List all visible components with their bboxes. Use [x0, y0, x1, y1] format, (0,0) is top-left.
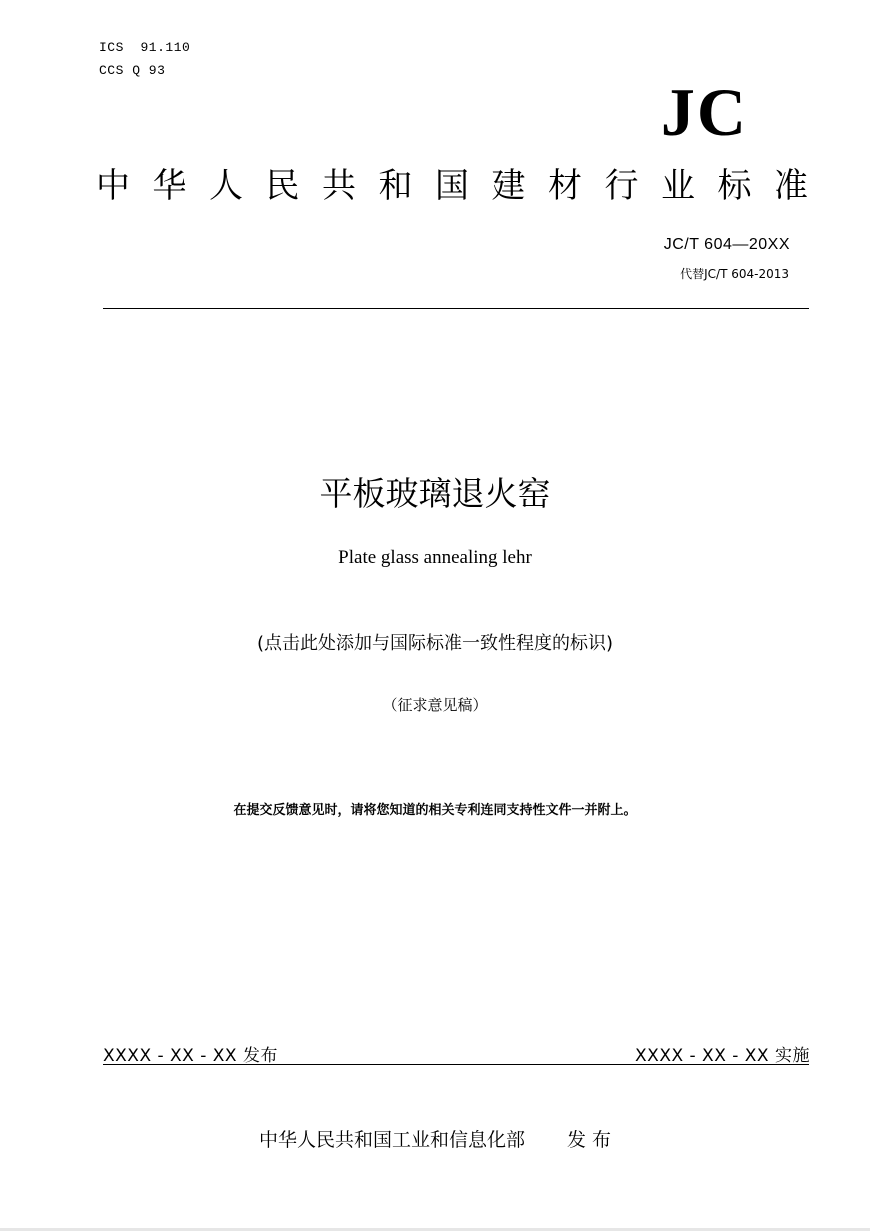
consistency-mark-placeholder[interactable]: (点击此处添加与国际标准一致性程度的标识) — [256, 633, 614, 654]
document-title-cn: 平板玻璃退火窑 — [319, 474, 551, 513]
date-divider — [103, 1064, 809, 1065]
header-divider — [103, 308, 809, 309]
ics-code: ICS 91.110 — [99, 40, 191, 55]
patent-notice: 在提交反馈意见时，请将您知道的相关专利连同支持性文件一并附上。 — [233, 803, 637, 818]
standard-category-title: 中华人民共和国建材行业标准 — [96, 166, 808, 206]
issuer-line — [0, 1125, 870, 1152]
document-title-en: Plate glass annealing lehr — [338, 547, 532, 568]
issuer-action: 发 布 — [566, 1129, 612, 1151]
draft-status: （征求意见稿） — [382, 696, 488, 714]
issuer-name: 中华人民共和国工业和信息化部 — [258, 1129, 525, 1151]
replaces-standard: 代替JC/T 604-2013 — [680, 267, 789, 281]
issue-date: XXXX - XX - XX 发布 — [103, 1046, 278, 1066]
implementation-date: XXXX - XX - XX 实施 — [635, 1046, 810, 1066]
standard-number: JC/T 604—20XX — [663, 236, 790, 253]
ccs-code: CCS Q 93 — [99, 63, 166, 78]
jc-logo: JC — [660, 74, 748, 150]
